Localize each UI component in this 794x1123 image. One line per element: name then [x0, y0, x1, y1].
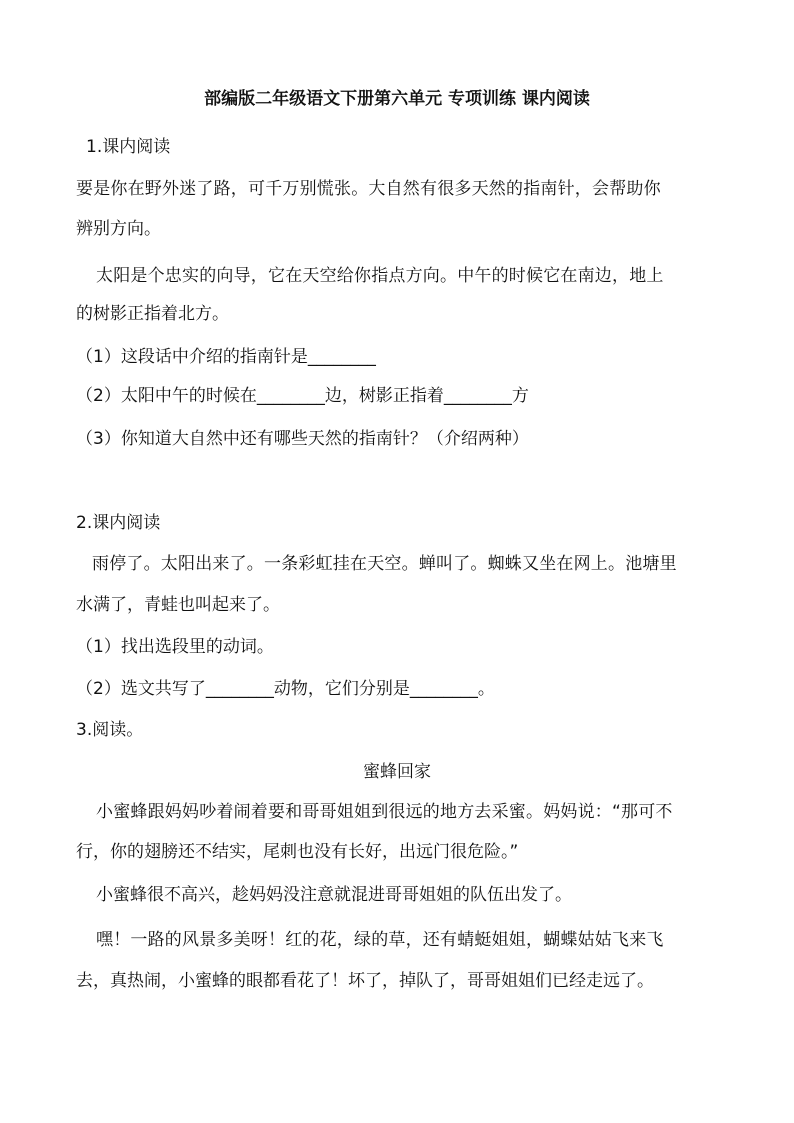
section2-paragraph1-line1: 雨停了。太阳出来了。一条彩虹挂在天空。蝉叫了。蜘蛛又坐在网上。池塘里: [92, 554, 677, 574]
story-paragraph1-line1: 小蜜蜂跟妈妈吵着闹着要和哥哥姐姐到很远的地方去采蜜。妈妈说：“那可不: [96, 802, 673, 822]
section1-paragraph1-line2: 辨别方向。: [76, 219, 161, 239]
section1-question1: （1）这段话中介绍的指南针是________: [76, 347, 376, 367]
section2-question2: （2）选文共写了________动物，它们分别是________。: [76, 679, 495, 699]
section1-question3: （3）你知道大自然中还有哪些天然的指南针？（介绍两种）: [76, 429, 529, 449]
section2-paragraph1-line2: 水满了，青蛙也叫起来了。: [76, 595, 280, 615]
story-title: 蜜蜂回家: [363, 762, 431, 782]
section1-paragraph2-line2: 的树影正指着北方。: [76, 304, 229, 324]
section1-paragraph2-line1: 太阳是个忠实的向导，它在天空给你指点方向。中午的时候它在南边，地上: [96, 266, 664, 286]
document-title: 部编版二年级语文下册第六单元 专项训练 课内阅读: [204, 89, 590, 109]
section1-question2: （2）太阳中午的时候在________边，树影正指着________方: [76, 386, 529, 406]
story-paragraph3-line2: 去，真热闹，小蜜蜂的眼都看花了！坏了，掉队了，哥哥姐姐们已经走远了。: [76, 971, 654, 991]
story-paragraph2-line1: 小蜜蜂很不高兴，趁妈妈没注意就混进哥哥姐姐的队伍出发了。: [96, 885, 572, 905]
section2-heading: 2.课内阅读: [76, 513, 161, 533]
story-paragraph1-line2: 行，你的翅膀还不结实，尾刺也没有长好，出远门很危险。”: [76, 842, 519, 862]
section2-question1: （1）找出选段里的动词。: [76, 637, 274, 657]
section1-heading: 1.课内阅读: [86, 137, 171, 157]
section1-paragraph1-line1: 要是你在野外迷了路，可千万别慌张。大自然有很多天然的指南针，会帮助你: [76, 179, 661, 199]
section3-heading: 3.阅读。: [76, 720, 144, 740]
story-paragraph3-line1: 嘿！一路的风景多美呀！红的花，绿的草，还有蜻蜓姐姐，蝴蝶姑姑飞来飞: [96, 930, 664, 950]
